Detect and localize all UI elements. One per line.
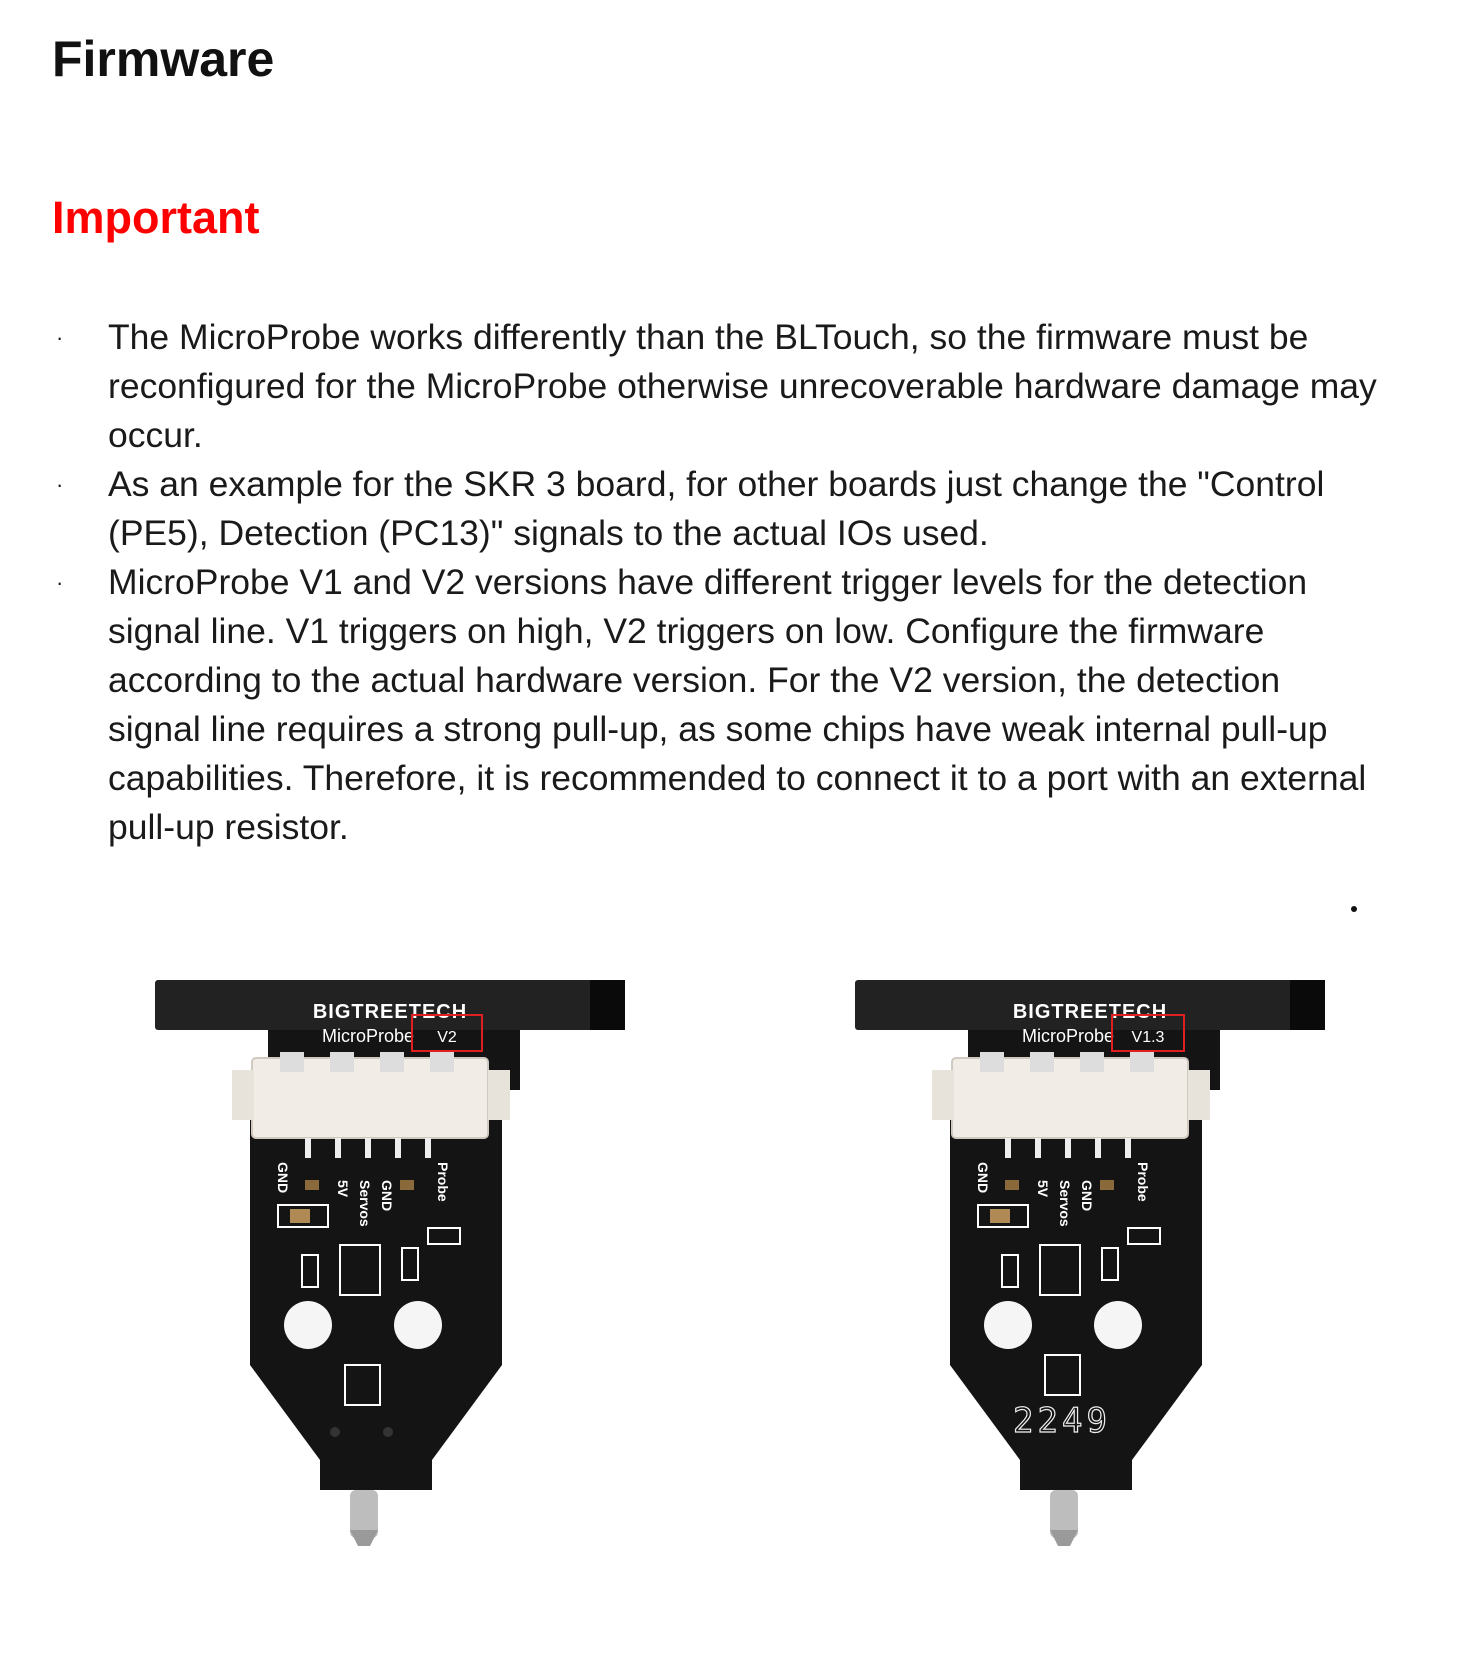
pin-label-gnd: GND — [275, 1162, 291, 1194]
pin-label-gnd-2: GND — [1079, 1180, 1095, 1212]
pin-label-gnd: GND — [975, 1162, 991, 1194]
board-code: 2249 — [1013, 1401, 1111, 1441]
pin-label-probe: Probe — [1135, 1162, 1151, 1202]
page-title: Firmware — [52, 31, 275, 87]
pin-label-probe: Probe — [435, 1162, 451, 1202]
note-item — [0, 558, 1380, 852]
version-label: V2 — [437, 1029, 457, 1046]
model-label: MicroProbe — [1021, 1026, 1115, 1046]
note-text: The MicroProbe works differently than the BLTouch, so the firmware must be reconfigured for the MicroProbe otherwise unrecoverable hardware damage may occur. — [108, 317, 1377, 455]
microprobe-v2-illustration — [150, 970, 630, 1570]
brand-label: BIGTREETECH — [312, 1001, 468, 1023]
pin-label-5v: 5V — [335, 1180, 351, 1198]
microprobe-v2-image — [150, 970, 630, 1570]
notes-list — [0, 313, 1380, 852]
screw-hole — [984, 1301, 1032, 1349]
version-label: V1.3 — [1131, 1029, 1165, 1046]
microprobe-v1-3-image — [850, 970, 1330, 1570]
pin-label-5v: 5V — [1035, 1180, 1051, 1198]
stray-dot — [1351, 906, 1357, 912]
pin-label-servos: Servos — [357, 1180, 373, 1227]
note-text: MicroProbe V1 and V2 versions have different trigger levels for the detection signal line. V1 triggers on high, V2 triggers on low. Configure the firmware according to the actual hardware version. For the V2 version, the detection signal line requires a strong pull-up, as some chips have weak internal pull-up capabilities. Therefore, it is recommended to connect it to a port with an external pull-up resistor. — [108, 562, 1367, 847]
brand-label: BIGTREETECH — [1012, 1001, 1168, 1023]
important-heading: Important — [52, 192, 260, 243]
pin-label-gnd-2: GND — [379, 1180, 395, 1212]
bullet-icon: · — [56, 472, 64, 497]
pin-label-servos: Servos — [1057, 1180, 1073, 1227]
note-item — [0, 460, 1380, 558]
bullet-icon: · — [56, 570, 64, 595]
screw-hole — [284, 1301, 332, 1349]
bullet-icon: · — [56, 325, 64, 350]
note-item — [0, 313, 1380, 460]
screw-hole — [1094, 1301, 1142, 1349]
microprobe-v1-3-illustration — [850, 970, 1330, 1570]
model-label: MicroProbe — [321, 1026, 415, 1046]
note-text: As an example for the SKR 3 board, for other boards just change the "Control (PE5), Detection (PC13)" signals to the actual IOs used. — [108, 464, 1325, 553]
screw-hole — [394, 1301, 442, 1349]
